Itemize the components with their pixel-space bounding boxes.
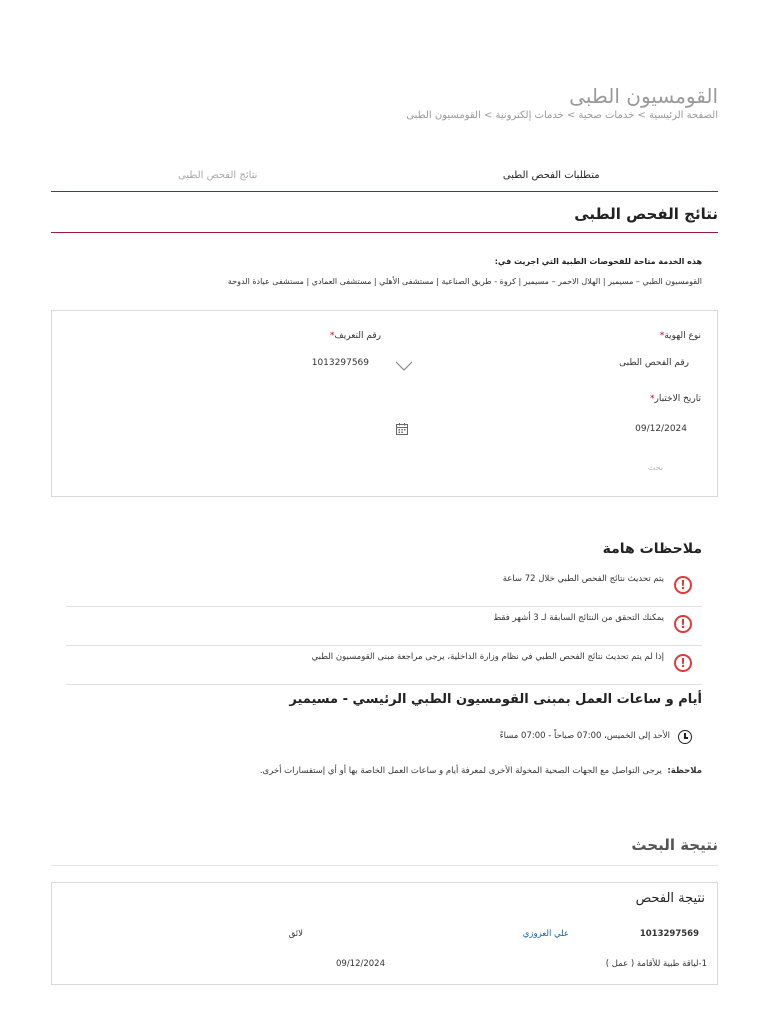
section-heading: نتائج الفحص الطبى: [574, 205, 718, 223]
test-date-input[interactable]: 09/12/2024: [635, 424, 687, 434]
result-card-title: نتيجة الفحص: [635, 891, 705, 906]
result-exam-type: 1-لياقة طبية للأقامة ( عمل ): [605, 959, 707, 969]
search-form: [51, 310, 718, 497]
alert-icon: !: [674, 654, 692, 672]
search-button[interactable]: بحث: [647, 463, 663, 472]
result-status: لائق: [288, 929, 303, 939]
hours-text: الأحد إلى الخميس، 07:00 صباحاً - 07:00 مساءً: [499, 731, 670, 741]
results-heading: نتيجة البحث: [631, 836, 718, 854]
notes-heading: ملاحظات هامة: [602, 541, 702, 557]
tab-bar: [51, 166, 718, 192]
remark-text: يرجى التواصل مع الجهات الصحية المخولة الأخرى لمعرفة أيام و ساعات العمل الخاصة بها أو أي إستفسارات أخرى.: [259, 766, 662, 776]
clock-icon: [678, 730, 692, 744]
section-divider: [51, 232, 718, 233]
results-divider: [51, 865, 718, 866]
note-text: يمكنك التحقق من النتائج السابقة لـ 3 أشهر فقط: [493, 613, 664, 623]
hours-heading: أيام و ساعات العمل بمبنى القومسيون الطبي الرئيسي - مسيمير: [289, 692, 702, 707]
alert-icon: !: [674, 615, 692, 633]
test-date-label: تاريخ الاختبار*: [650, 394, 701, 404]
hours-remark: [260, 766, 702, 776]
breadcrumb[interactable]: الصفحة الرئيسية > خدمات صحية > خدمات إلكترونية > القومسيون الطبى: [406, 110, 718, 121]
availability-list: القومسيون الطبي – مسيمير | الهلال الاحمر – مسيمير | كروة - طريق الصناعية | مستشفى الأهلي | مستشفى العمادي | مستشفى عيادة الدوحة: [227, 277, 702, 286]
result-exam-date: 09/12/2024: [336, 959, 385, 969]
result-name[interactable]: علي العزوزي: [522, 929, 569, 939]
id-number-label: رقم التعريف*: [329, 331, 381, 341]
note-text: إذا لم يتم تحديث نتائج الفحص الطبي في نظام وزارة الداخلية، يرجى مراجعة مبنى القومسيون الطبي: [311, 652, 664, 662]
calendar-icon[interactable]: [395, 422, 409, 436]
tab-exam-requirements[interactable]: متطلبات الفحص الطبى: [385, 166, 719, 192]
remark-label: ملاحظة:: [667, 766, 702, 776]
alert-icon: !: [674, 576, 692, 594]
id-number-input[interactable]: 1013297569: [311, 358, 369, 368]
note-item: [66, 568, 702, 607]
note-text: يتم تحديث نتائج الفحص الطبي خلال 72 ساعة: [502, 574, 664, 584]
id-type-select[interactable]: رقم الفحص الطبى: [619, 358, 689, 368]
chevron-down-icon[interactable]: [394, 360, 414, 372]
note-item: [66, 646, 702, 685]
availability-title: هذه الخدمة متاحة للفحوصات الطبية التي اجريت في:: [494, 257, 702, 266]
page-title: القومسيون الطبى: [569, 84, 718, 108]
note-item: [66, 607, 702, 646]
id-type-label: نوع الهوية*: [659, 331, 701, 341]
tab-exam-results[interactable]: نتائج الفحص الطبى: [51, 166, 385, 192]
result-id: 1013297569: [639, 929, 699, 939]
result-card: [51, 882, 718, 985]
